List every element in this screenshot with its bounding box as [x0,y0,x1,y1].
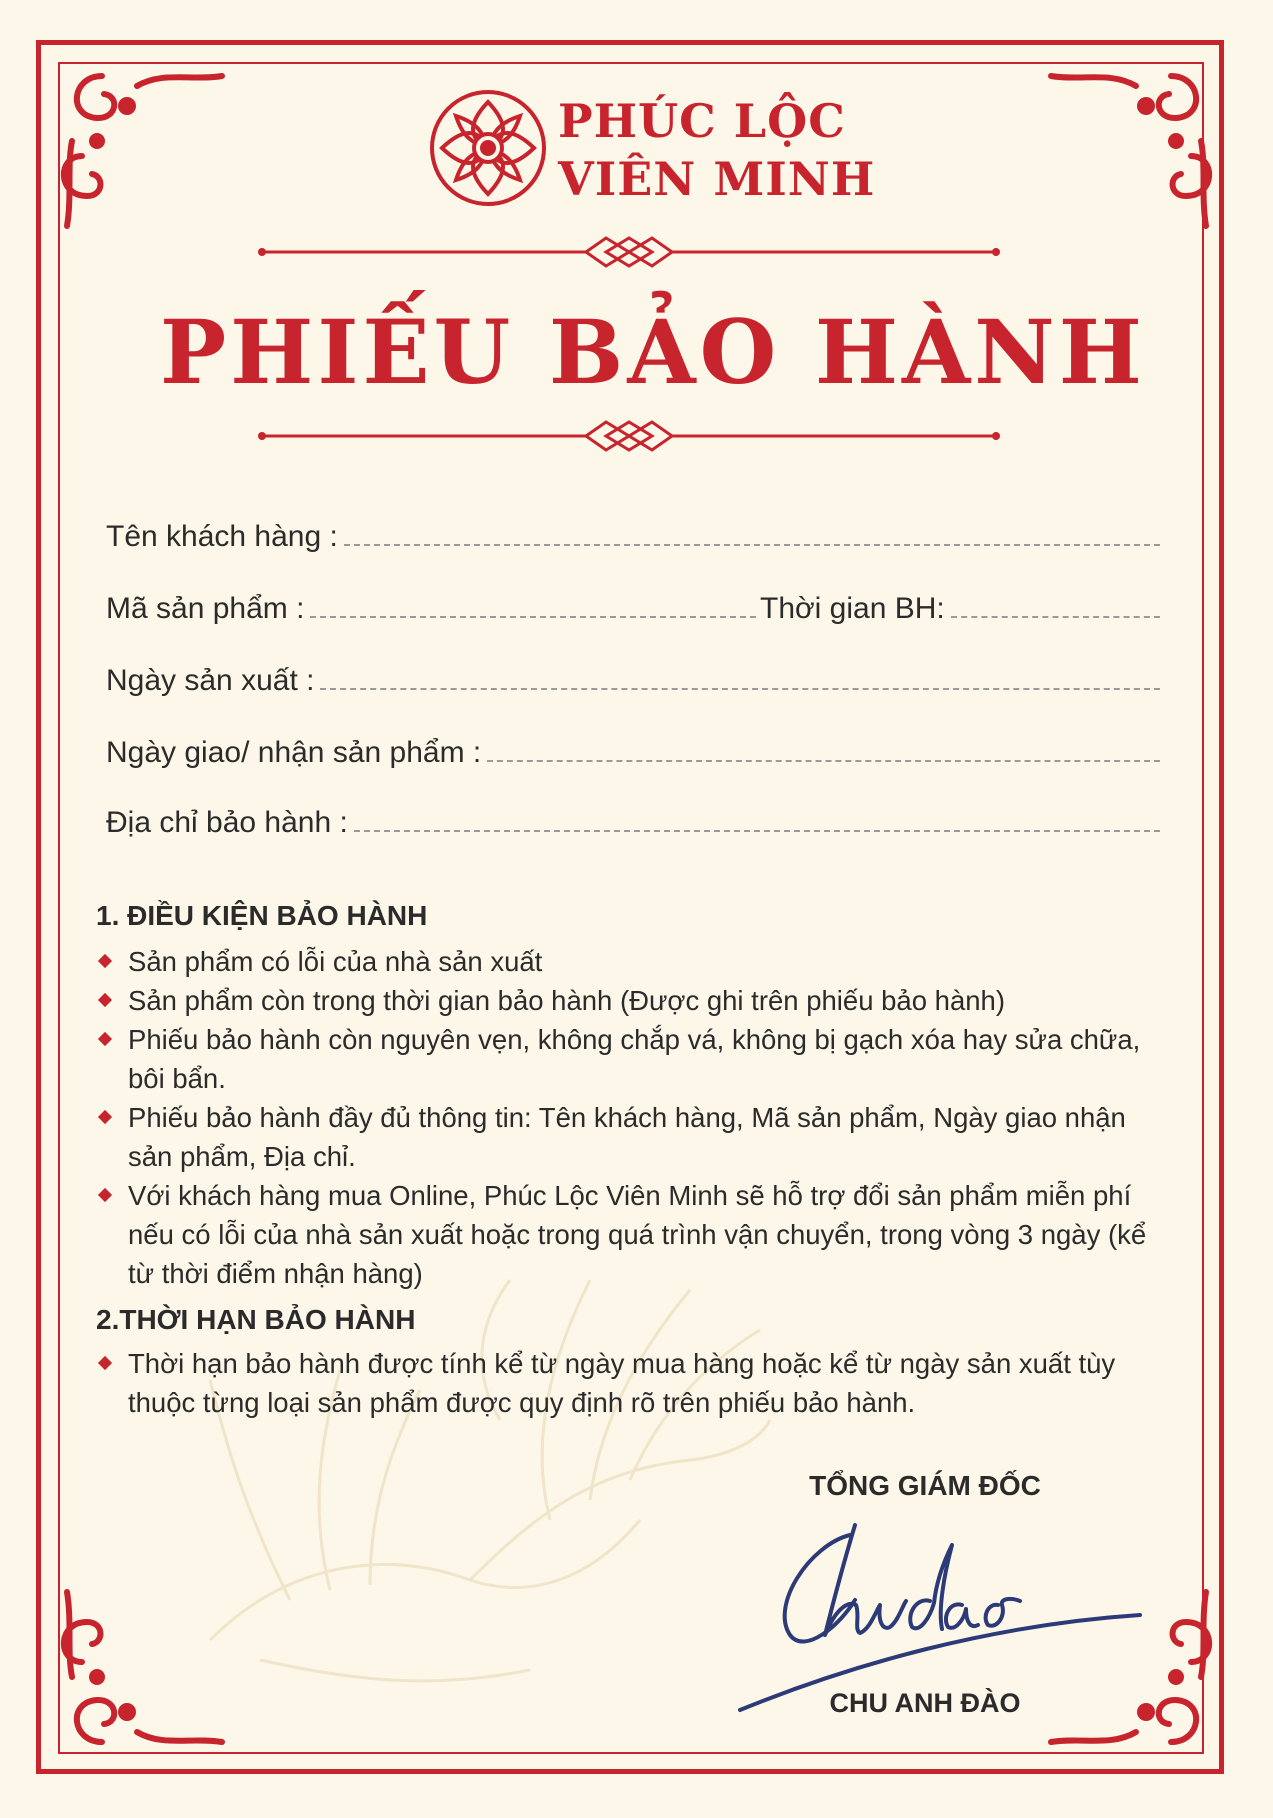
title-divider-bottom [256,416,1002,456]
warranty-period-field[interactable] [760,586,1160,626]
diamond-bullet-icon [98,1032,112,1046]
product-code-label: Mã sản phẩm : [106,592,305,625]
section-2-heading: 2.THỜI HẠN BẢO HÀNH [96,1304,416,1335]
list-item-text: Phiếu bảo hành còn nguyên vẹn, không chắp vá, không bị gạch xóa hay sửa chữa, bôi bẩn. [128,1024,1141,1094]
list-item-text: Sản phẩm còn trong thời gian bảo hành (Được ghi trên phiếu bảo hành) [128,985,1005,1016]
manufacture-date-blank[interactable] [320,686,1160,690]
list-item-text: Sản phẩm có lỗi của nhà sản xuất [128,946,543,977]
list-item [96,1098,1166,1176]
corner-ornament-top-right [1041,46,1231,236]
delivery-date-field[interactable] [106,730,1160,770]
diamond-bullet-icon [98,1356,112,1370]
warranty-address-field[interactable] [106,800,1160,840]
section-1-heading: 1. ĐIỀU KIỆN BẢO HÀNH [96,900,428,931]
brand-name [558,92,875,208]
warranty-period-label: Thời gian BH: [760,592,945,625]
document-title: PHIẾU BẢO HÀNH [160,300,1146,404]
lotus-emblem-icon [428,88,548,208]
delivery-date-label: Ngày giao/ nhận sản phẩm : [106,736,482,769]
list-item [96,1344,1166,1422]
list-item-text: Với khách hàng mua Online, Phúc Lộc Viên Minh sẽ hỗ trợ đổi sản phẩm miễn phí nếu có lỗi của nhà sản xuất hoặc trong quá trình vận chuyển, trong vòng 3 ngày (kể từ thời điểm nhận hàng) [128,1180,1147,1289]
warranty-address-label: Địa chỉ bảo hành : [106,806,348,839]
list-item [96,942,1166,981]
list-item [96,981,1166,1020]
customer-name-label: Tên khách hàng : [106,520,338,553]
brand-logo [428,84,876,214]
customer-name-field[interactable] [106,514,1160,554]
delivery-date-blank[interactable] [487,758,1160,762]
diamond-bullet-icon [98,1110,112,1124]
section-1-list [96,942,1166,1293]
list-item-text: Thời hạn bảo hành được tính kể từ ngày mua hàng hoặc kể từ ngày sản xuất tùy thuộc từng loại sản phẩm được quy định rõ trên phiếu bảo hành. [128,1348,1116,1418]
section-2-list [96,1344,1166,1422]
signatory-title: TỔNG GIÁM ĐỐC [809,1470,1041,1501]
signatory-name: CHU ANH ĐÀO [829,1688,1021,1718]
warranty-address-blank[interactable] [354,828,1160,832]
brand-line-1: PHÚC LỘC [558,94,846,148]
corner-ornament-top-left [42,46,232,236]
title-divider-top [256,232,1002,272]
warranty-period-blank[interactable] [951,614,1160,618]
manufacture-date-field[interactable] [106,658,1160,698]
list-item [96,1020,1166,1098]
product-code-field[interactable] [106,586,756,626]
diamond-bullet-icon [98,1188,112,1202]
list-item [96,1176,1166,1293]
diamond-bullet-icon [98,954,112,968]
diamond-bullet-icon [98,993,112,1007]
crane-watermark [170,1220,790,1720]
manufacture-date-label: Ngày sản xuất : [106,664,315,697]
customer-name-blank[interactable] [344,542,1160,546]
list-item-text: Phiếu bảo hành đầy đủ thông tin: Tên khách hàng, Mã sản phẩm, Ngày giao nhận sản phẩm, Địa chỉ. [128,1102,1126,1172]
brand-line-2: VIÊN MINH [558,152,876,206]
product-code-blank[interactable] [310,614,756,618]
